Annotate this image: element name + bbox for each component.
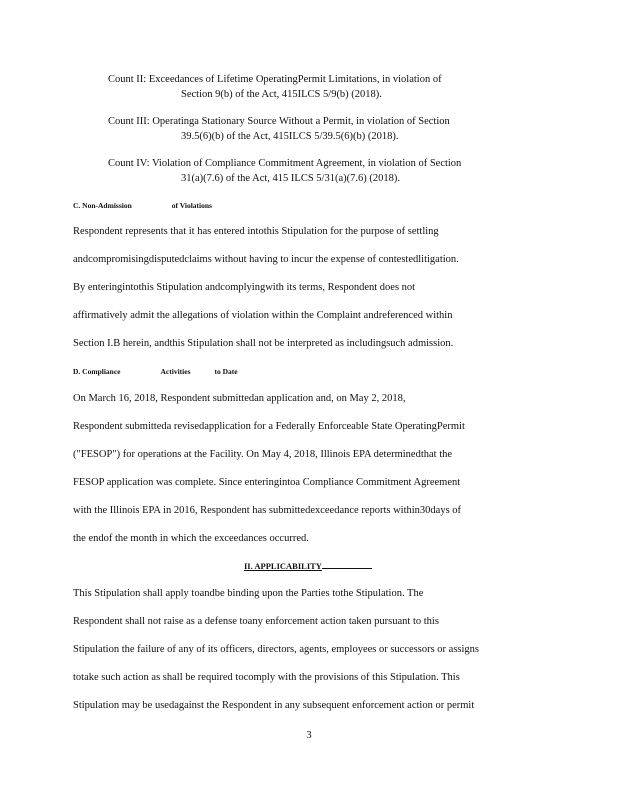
section-ii-paragraph [73,580,543,720]
count-ii [108,72,442,102]
paragraph-line: Stipulation the failure of any of its officers, directors, agents, employees or successors or assigns [73,644,479,655]
section-c-heading [73,201,212,210]
paragraph-line: By enteringintothis Stipulation andcomplyingwith its terms, Respondent does not [73,282,416,293]
paragraph-line: totake such action as shall be required tocomply with the provisions of this Stipulation. This [73,672,460,683]
paragraph-line: Respondent submitteda revisedapplication for a Federally Enforceable State OperatingPermit [73,421,465,432]
paragraph-line: This Stipulation shall apply toandbe binding upon the Parties tothe Stipulation. The [73,588,424,599]
count-ii-line1: Count II: Exceedances of Lifetime OperatingPermit Limitations, in violation of [108,74,442,85]
section-ii-heading-text: II. APPLICABILITY [244,561,322,571]
section-c-paragraph [73,218,543,358]
section-d-heading-part3: to Date [214,367,238,376]
paragraph-line: with the Illinois EPA in 2016, Respondent has submittedexceedance reports within30days of [73,505,462,516]
section-ii-heading [244,561,372,571]
paragraph-line: Respondent represents that it has entered intothis Stipulation for the purpose of settling [73,226,439,237]
count-iii-line2: 39.5(6)(b) of the Act, 415ILCS 5/39.5(6)(b) (2018). [181,131,399,142]
paragraph-line: ("FESOP") for operations at the Facility. On May 4, 2018, Illinois EPA determinedthat the [73,449,453,460]
paragraph-line: Stipulation may be usedagainst the Respondent in any subsequent enforcement action or permit [73,700,475,711]
section-d-heading-part2: Activities [160,367,191,376]
paragraph-line: On March 16, 2018, Respondent submittedan application and, on May 2, 2018, [73,393,406,404]
section-d-heading-part1: D. Compliance [73,367,121,376]
paragraph-line: Section I.B herein, andthis Stipulation shall not be interpreted as includingsuch admission. [73,338,454,349]
count-iv-line2: 31(a)(7.6) of the Act, 415 ILCS 5/31(a)(7.6) (2018). [181,173,400,184]
count-iii-line1: Count III: Operatinga Stationary Source Without a Permit, in violation of Section [108,116,450,127]
paragraph-line: the endof the month in which the exceedances occurred. [73,533,309,544]
count-ii-line2: Section 9(b) of the Act, 415ILCS 5/9(b) (2018). [181,89,382,100]
section-d-paragraph [73,385,543,553]
paragraph-line: affirmatively admit the allegations of violation within the Complaint andreferenced within [73,310,453,321]
paragraph-line: andcompromisingdisputedclaims without having to incur the expense of contestedlitigation. [73,254,459,265]
page-number: 3 [306,730,312,741]
section-c-heading-part2: of Violations [171,201,212,210]
count-iv [108,156,461,186]
section-c-heading-part1: C. Non-Admission [73,201,132,210]
count-iv-line1: Count IV: Violation of Compliance Commitment Agreement, in violation of Section [108,158,462,169]
section-d-heading [73,367,238,376]
heading-underline [322,562,372,569]
count-iii [108,114,450,144]
paragraph-line: Respondent shall not raise as a defense toany enforcement action taken pursuant to this [73,616,439,627]
paragraph-line: FESOP application was complete. Since enteringintoa Compliance Commitment Agreement [73,477,461,488]
